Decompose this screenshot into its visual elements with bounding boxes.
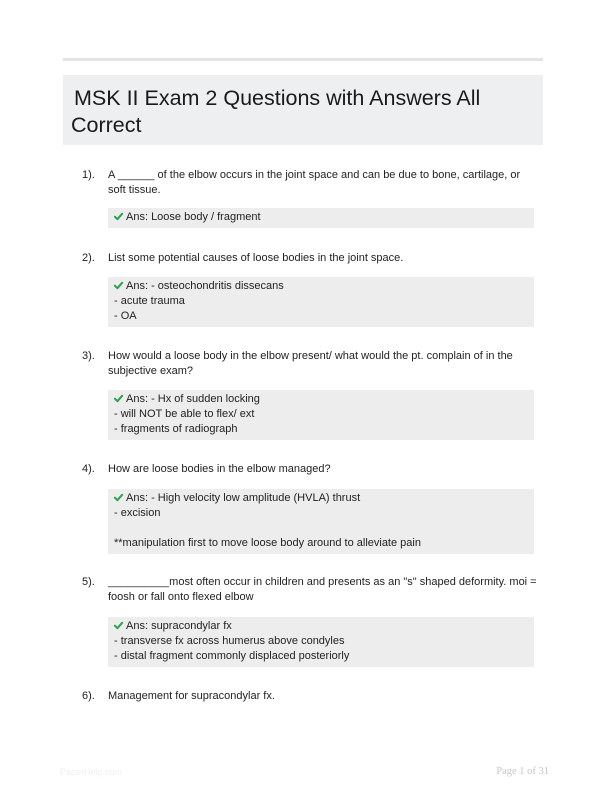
answer-line: - distal fragment commonly displaced posteriorly <box>114 650 350 662</box>
page-title-line-1: MSK II Exam 2 Questions with Answers All <box>74 86 481 110</box>
answer-line: - OA <box>114 310 137 322</box>
answer-line: Ans: - osteochondritis dissecans <box>114 279 528 294</box>
check-icon <box>114 394 123 403</box>
question-text: Management for supracondylar fx. <box>108 690 275 702</box>
question-text: A ______ of the elbow occurs in the joint space and can be due to bone, cartilage, or soft tissue. <box>108 169 521 196</box>
answer-line: Ans: Loose body / fragment <box>114 210 528 225</box>
question-text: How are loose bodies in the elbow managed? <box>108 463 331 475</box>
answer-box <box>108 489 534 554</box>
page-indicator: Page 1 of 31 <box>496 766 549 777</box>
check-icon <box>114 281 123 290</box>
question-text: List some potential causes of loose bodies in the joint space. <box>108 252 404 264</box>
question-text: __________most often occur in children and presents as an "s" shaped deformity. moi = foosh or fall onto flexed elbow <box>108 576 537 603</box>
answer-line: - transverse fx across humerus above condyles <box>114 635 345 647</box>
check-icon <box>114 621 123 630</box>
answer-line: Ans: - High velocity low amplitude (HVLA) thrust <box>114 491 528 506</box>
page-title <box>71 85 535 139</box>
answer-line <box>114 521 528 536</box>
answer-line: - will NOT be able to flex/ ext <box>114 408 255 420</box>
page-title-line-2: Correct <box>71 113 142 137</box>
question-text: How would a loose body in the elbow present/ what would the pt. complain of in the subjective exam? <box>108 350 513 377</box>
question-number: 2). <box>82 252 95 264</box>
top-divider <box>63 58 543 61</box>
answer-line: - acute trauma <box>114 295 185 307</box>
question-number: 5). <box>82 576 95 588</box>
answer-line: - fragments of radiograph <box>114 423 238 435</box>
answer-box <box>108 617 534 667</box>
footer-watermark: PaperHelp.com <box>60 767 123 777</box>
question-number: 3). <box>82 350 95 362</box>
answer-line: **manipulation first to move loose body around to alleviate pain <box>114 537 421 549</box>
question-number: 4). <box>82 463 95 475</box>
answer-line: - excision <box>114 507 161 519</box>
answer-box <box>108 390 534 440</box>
answer-box <box>108 277 534 327</box>
question-number: 1). <box>82 169 95 181</box>
check-icon <box>114 493 123 502</box>
answer-box <box>108 208 534 228</box>
answer-line: Ans: - Hx of sudden locking <box>114 392 528 407</box>
check-icon <box>114 212 123 221</box>
answer-line: Ans: supracondylar fx <box>114 619 528 634</box>
title-box <box>63 75 543 145</box>
question-number: 6). <box>82 690 95 702</box>
